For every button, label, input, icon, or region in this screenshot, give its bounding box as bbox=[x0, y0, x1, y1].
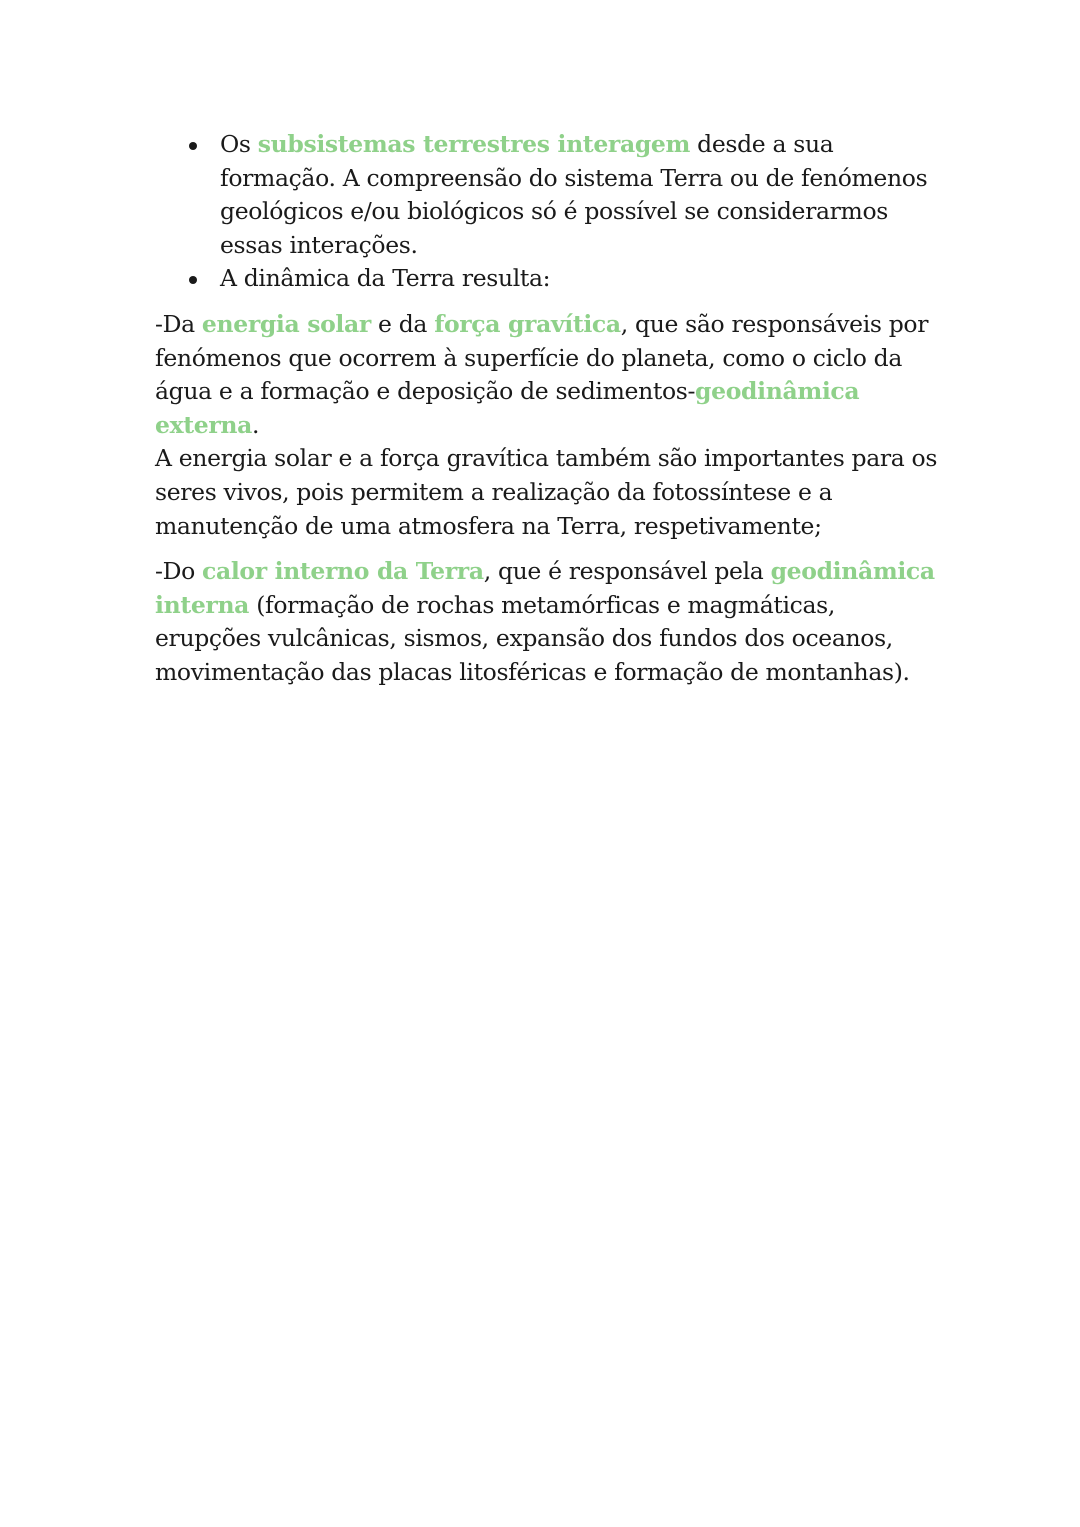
paragraph-text: e da bbox=[370, 309, 435, 338]
highlight-term: energia solar bbox=[201, 309, 371, 338]
bullet-text: Os bbox=[220, 130, 258, 158]
highlight-term: calor interno da Terra bbox=[202, 557, 484, 586]
paragraph-text: , que são responsáveis por fenómenos que ocorrem à superfície do planeta, como o ciclo da água e a formação e deposição de sedimentos- bbox=[155, 309, 929, 406]
bullet-item-dynamics bbox=[155, 262, 945, 296]
bullet-text: A dinâmica da Terra resulta: bbox=[220, 264, 551, 293]
bullet-text: desde a sua formação. A compreensão do sistema Terra ou de fenómenos geológicos e/ou biológicos só é possível se considerarmos essas interações. bbox=[220, 130, 928, 259]
paragraph-text: -Da bbox=[155, 309, 202, 338]
bullet-list bbox=[155, 128, 945, 296]
paragraph-text: (formação de rochas metamórficas e magmáticas, erupções vulcânicas, sismos, expansão dos fundos dos oceanos, movimentação das placas litosféricas e formação de montanhas). bbox=[155, 590, 910, 686]
paragraph-text: . bbox=[252, 410, 260, 439]
highlight-term: geodinâmica interna bbox=[155, 557, 935, 619]
paragraph-external-dynamics bbox=[155, 308, 945, 442]
paragraph-text: , que é responsável pela bbox=[483, 557, 771, 586]
paragraph-living-beings bbox=[155, 442, 945, 543]
highlight-term: subsistemas terrestres interagem bbox=[257, 130, 691, 158]
paragraph-text: A energia solar e a força gravítica também são importantes para os seres vivos, pois permitem a realização da fotossíntese e a manutenção de uma atmosfera na Terra, respetivamente; bbox=[155, 444, 938, 540]
bullet-icon bbox=[189, 276, 197, 284]
highlight-term: geodinâmica externa bbox=[155, 377, 860, 439]
paragraph-text: -Do bbox=[155, 557, 202, 586]
bullet-item-subsystems bbox=[155, 128, 945, 262]
paragraph-internal-dynamics bbox=[155, 555, 945, 689]
highlight-term: força gravítica bbox=[434, 309, 621, 338]
document-body bbox=[155, 128, 945, 702]
bullet-icon bbox=[189, 142, 197, 150]
